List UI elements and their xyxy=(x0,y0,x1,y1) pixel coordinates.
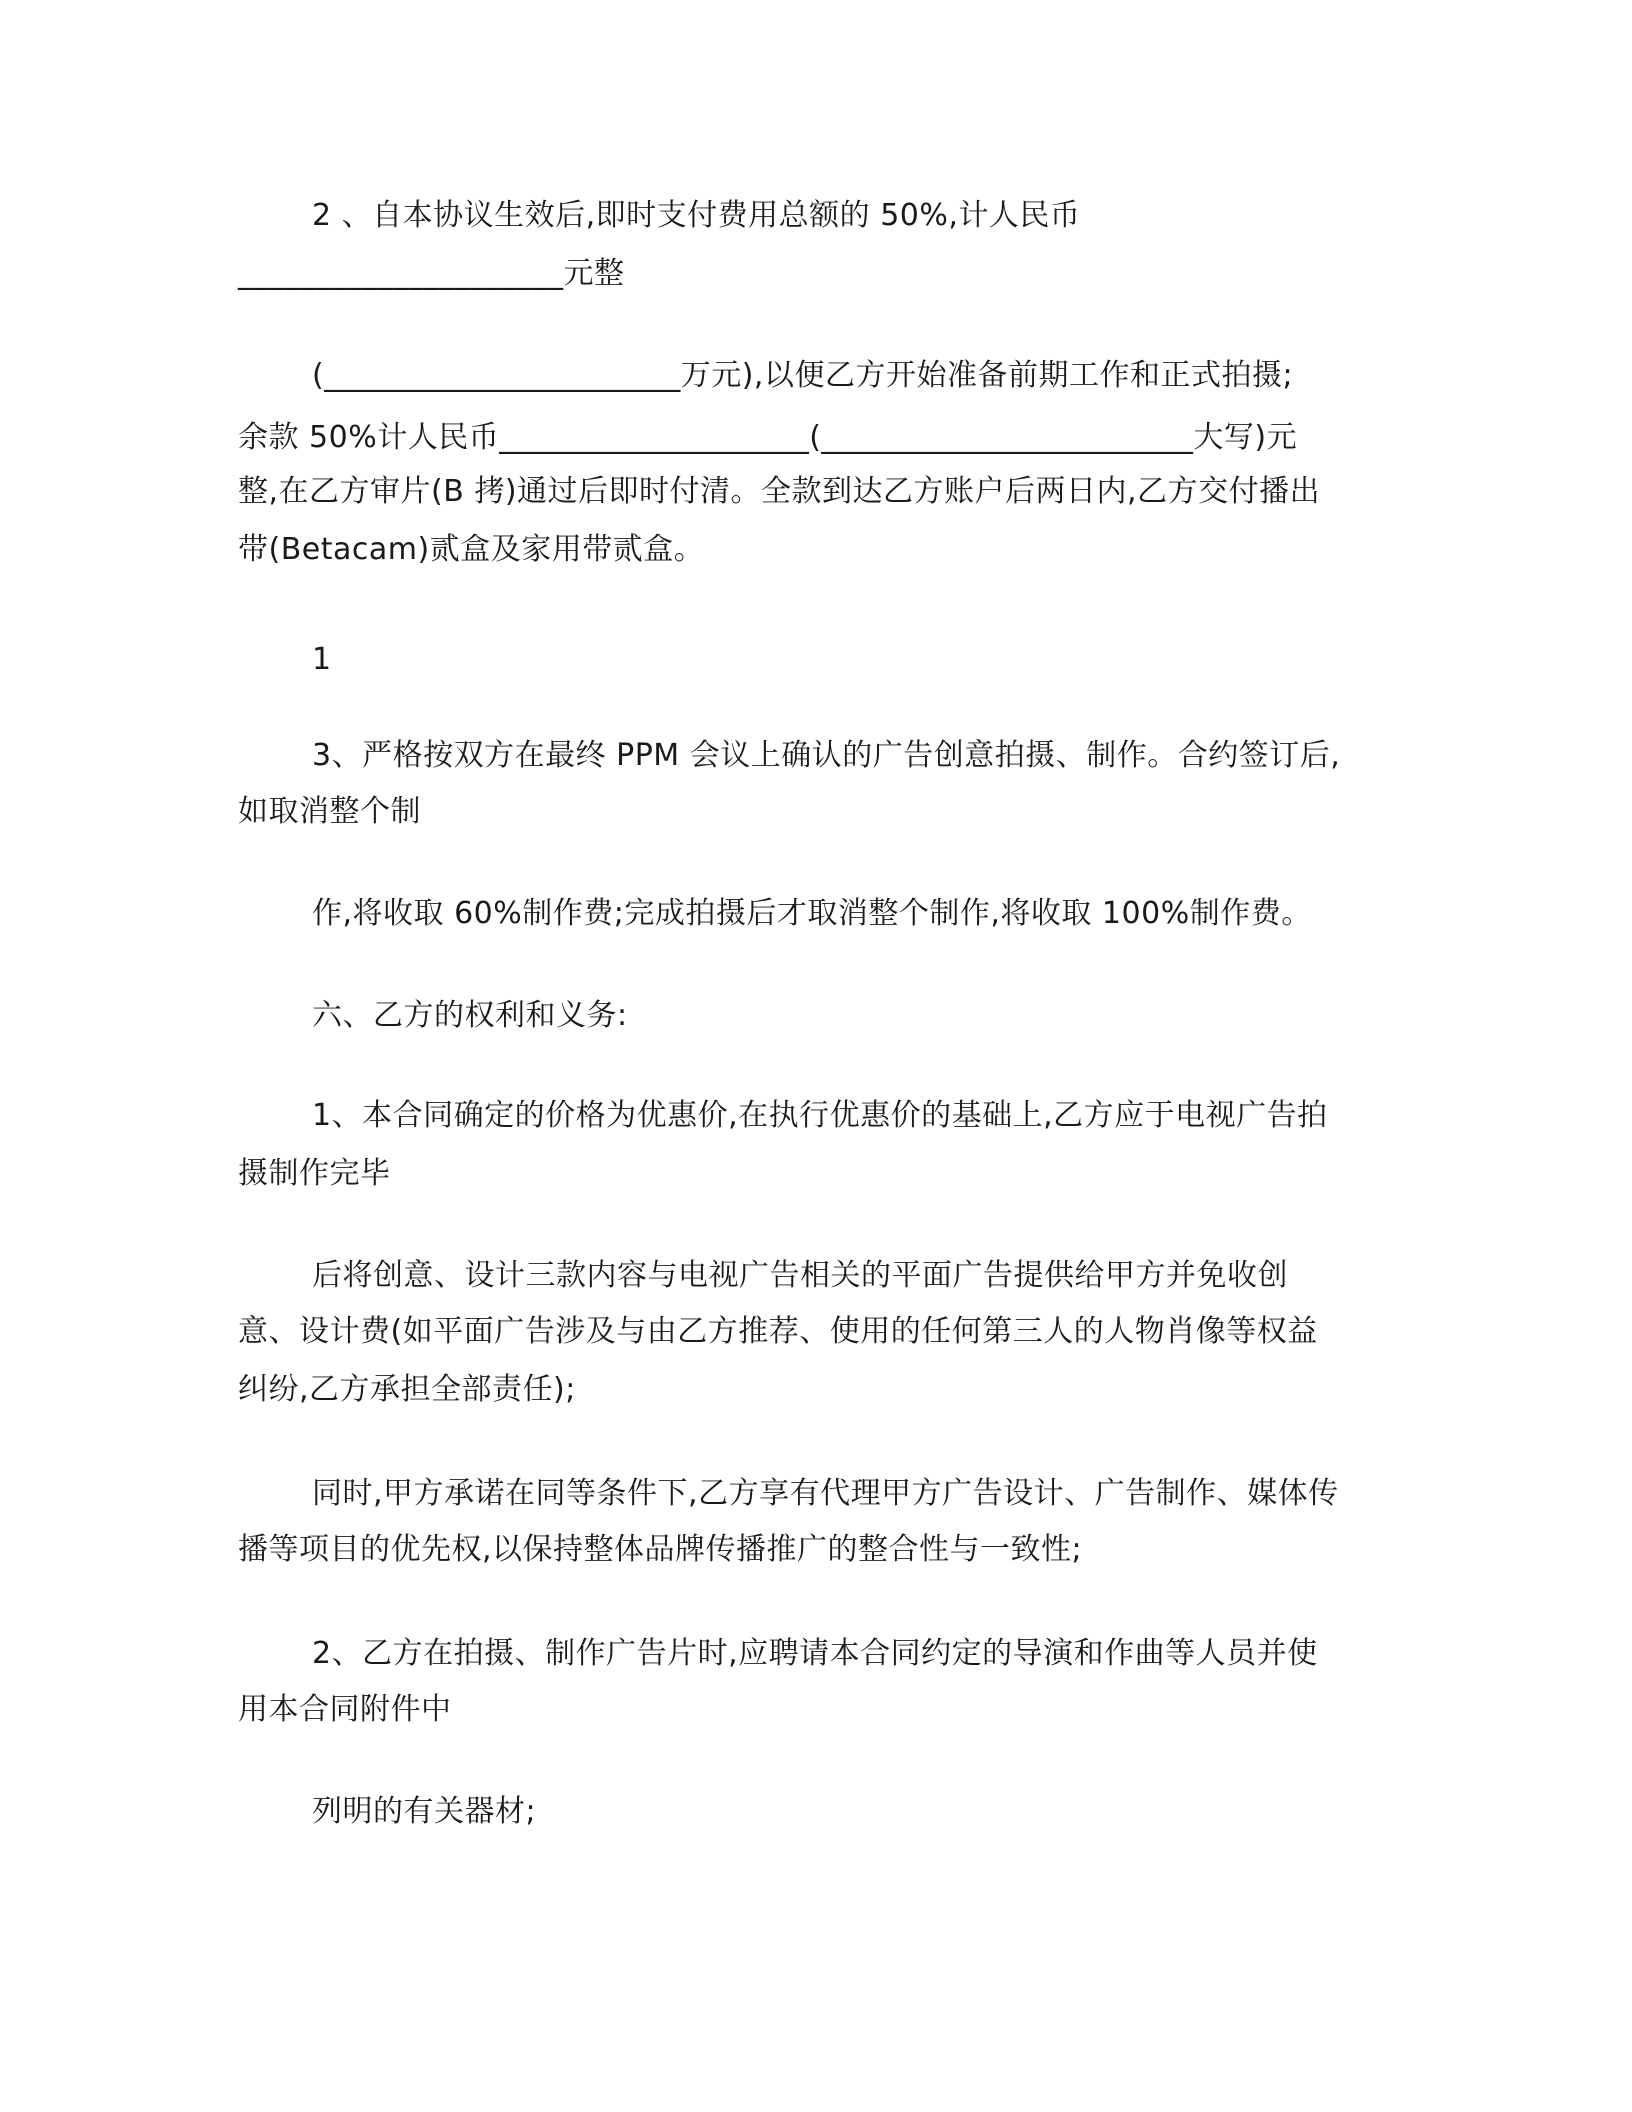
paragraph-line: 如取消整个制 xyxy=(238,794,421,829)
paragraph-line: 余款 50%计人民币____________________(________________________大写)元 xyxy=(238,420,1298,455)
paragraph-line: 整,在乙方审片(B 拷)通过后即时付清。全款到达乙方账户后两日内,乙方交付播出 xyxy=(238,474,1321,509)
paragraph-line: 播等项目的优先权,以保持整体品牌传播推广的整合性与一致性; xyxy=(238,1532,1083,1567)
paragraph-line: 列明的有关器材; xyxy=(312,1794,537,1829)
paragraph-line: 同时,甲方承诺在同等条件下,乙方享有代理甲方广告设计、广告制作、媒体传 xyxy=(312,1476,1339,1511)
paragraph-line: 2、乙方在拍摄、制作广告片时,应聘请本合同约定的导演和作曲等人员并使 xyxy=(312,1636,1318,1671)
paragraph-line: (_______________________万元),以便乙方开始准备前期工作和正式拍摄; xyxy=(312,358,1294,393)
paragraph-line: 3、严格按双方在最终 PPM 会议上确认的广告创意拍摄、制作。合约签订后, xyxy=(312,738,1341,773)
paragraph-line: 意、设计费(如平面广告涉及与由乙方推荐、使用的任何第三人的人物肖像等权益 xyxy=(238,1314,1318,1349)
paragraph-line: 后将创意、设计三款内容与电视广告相关的平面广告提供给甲方并免收创 xyxy=(312,1258,1288,1293)
paragraph-line: 摄制作完毕 xyxy=(238,1156,391,1191)
page-number: 1 xyxy=(312,642,332,677)
paragraph-line: 2 、自本协议生效后,即时支付费用总额的 50%,计人民币 xyxy=(312,198,1081,233)
section-heading: 六、乙方的权利和义务: xyxy=(312,998,628,1033)
paragraph-line: 1、本合同确定的价格为优惠价,在执行优惠价的基础上,乙方应于电视广告拍 xyxy=(312,1098,1328,1133)
paragraph-line: _____________________元整 xyxy=(238,256,625,291)
paragraph-line: 带(Betacam)贰盒及家用带贰盒。 xyxy=(238,532,705,567)
paragraph-line: 纠纷,乙方承担全部责任); xyxy=(238,1372,576,1407)
paragraph-line: 用本合同附件中 xyxy=(238,1692,452,1727)
paragraph-line: 作,将收取 60%制作费;完成拍摄后才取消整个制作,将收取 100%制作费。 xyxy=(312,896,1312,931)
